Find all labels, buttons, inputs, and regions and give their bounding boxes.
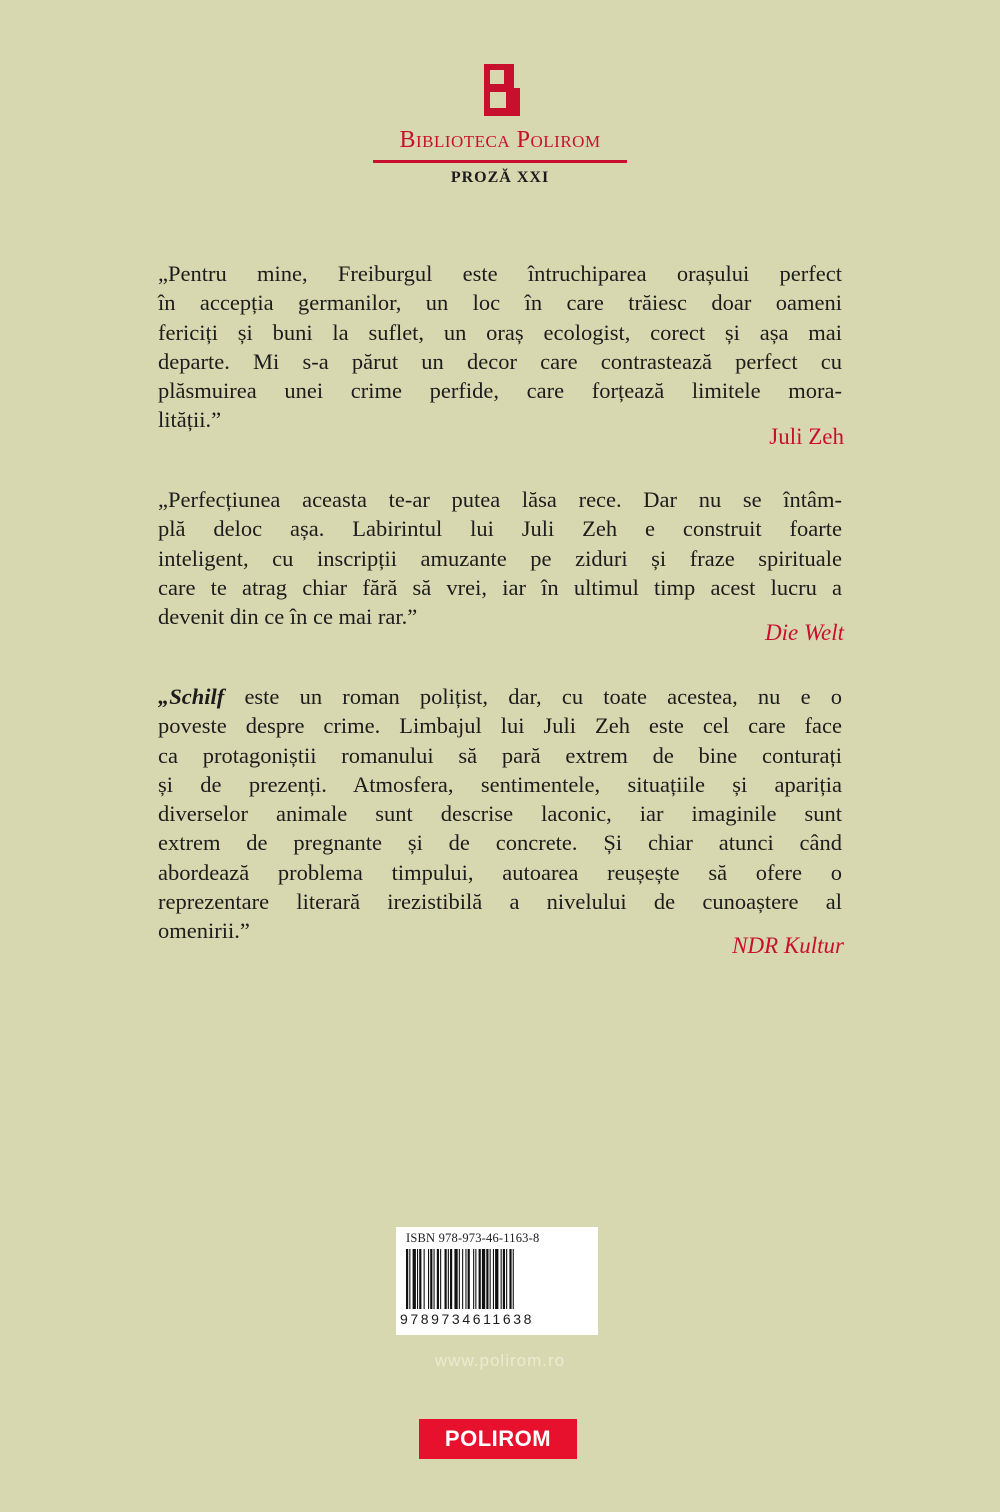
barcode-bar xyxy=(440,1249,441,1309)
barcode-bar xyxy=(437,1249,439,1309)
barcode-bar xyxy=(513,1249,514,1309)
series-header xyxy=(0,62,1000,187)
barcode-bar xyxy=(509,1249,511,1309)
barcode-bar xyxy=(495,1249,498,1309)
barcode-bar xyxy=(428,1249,429,1309)
quote-line: „Pentru mine, Freiburgul este întruchiparea orașului perfect xyxy=(158,261,842,286)
series-subtitle: PROZĂ XXI xyxy=(450,169,550,186)
quote-line xyxy=(158,682,842,711)
quote-3 xyxy=(158,682,842,946)
publisher-website: www.polirom.ro xyxy=(434,1351,566,1370)
barcode-bar xyxy=(503,1249,505,1309)
quote-2 xyxy=(158,485,842,631)
barcode-bar xyxy=(406,1249,408,1309)
quote-line: fericiți și buni la suflet, un oraș ecologist, corect și așa mai xyxy=(158,319,842,345)
barcode-bar xyxy=(479,1249,481,1309)
quote-line: lității.” xyxy=(158,407,222,433)
barcode-bar xyxy=(445,1249,447,1309)
barcode-bar xyxy=(501,1249,502,1309)
quote-2-attribution: Die Welt xyxy=(765,620,844,645)
series-name: Biblioteca Polirom xyxy=(399,127,601,153)
barcode-bar xyxy=(448,1249,449,1309)
barcode-bar xyxy=(506,1249,507,1309)
quote-line-rest: este un roman polițist, dar, cu toate acestea, nu e o xyxy=(224,684,842,709)
quote-line: extrem de pregnante și de concrete. Și chiar atunci când xyxy=(158,830,842,856)
barcode-bar xyxy=(459,1249,460,1309)
barcode-bar xyxy=(475,1249,476,1309)
series-logo-icon xyxy=(470,62,530,118)
barcode-bar xyxy=(413,1249,416,1309)
barcode-bar xyxy=(493,1249,494,1309)
publisher-logo: POLIROM xyxy=(419,1419,577,1459)
barcode-bar xyxy=(434,1249,435,1309)
quote-line: diverselor animale sunt descrise laconic, iar imaginile sunt xyxy=(158,801,842,827)
quote-line: plă deloc așa. Labirintul lui Juli Zeh e construit foarte xyxy=(158,516,842,542)
ean-digits: 9789734611638 xyxy=(400,1311,534,1327)
barcode-bar xyxy=(430,1249,432,1309)
barcode-bar xyxy=(417,1249,418,1309)
barcode-bar xyxy=(482,1249,485,1309)
barcode-bar xyxy=(465,1249,466,1309)
quote-1-attribution: Juli Zeh xyxy=(769,424,844,449)
barcode-bar xyxy=(462,1249,463,1309)
quote-3-attribution: NDR Kultur xyxy=(732,933,844,958)
barcode-bar xyxy=(419,1249,421,1309)
isbn-text: ISBN 978-973-46-1163-8 xyxy=(406,1231,540,1245)
quote-1 xyxy=(158,259,842,435)
barcode-bar xyxy=(468,1249,470,1309)
barcode-bar xyxy=(490,1249,491,1309)
quote-line: abordează problema timpului, autoarea reușește să ofere o xyxy=(158,859,842,885)
series-divider xyxy=(373,160,627,163)
quote-line: poveste despre crime. Limbajul lui Juli Zeh este cel care face xyxy=(158,713,842,739)
barcode-bar xyxy=(473,1249,474,1309)
quote-line: plăsmuirea unei crime perfide, care forțează limitele mora- xyxy=(158,378,842,404)
barcode-bar xyxy=(409,1249,410,1309)
quote-line: omenirii.” xyxy=(158,918,250,944)
barcode-bar xyxy=(454,1249,457,1309)
barcode-label xyxy=(396,1227,598,1335)
book-title: „Schilf xyxy=(158,684,225,709)
quote-line: care te atrag chiar fără să vrei, iar în ultimul timp acest lucru a xyxy=(158,574,842,600)
quote-line: inteligent, cu inscripții amuzante pe ziduri și fraze spirituale xyxy=(158,545,842,571)
barcode-bar xyxy=(450,1249,452,1309)
quote-line: în accepția germanilor, un loc în care trăiesc doar oameni xyxy=(158,290,842,316)
quote-line: ca protagoniștii romanului să pară extrem de bine conturați xyxy=(158,742,842,768)
barcode-icon xyxy=(406,1249,588,1311)
quote-line: departe. Mi s-a părut un decor care contrastează perfect cu xyxy=(158,348,842,374)
barcode-bar xyxy=(424,1249,425,1309)
barcode-bar xyxy=(486,1249,488,1309)
quote-line: devenit din ce în ce mai rar.” xyxy=(158,604,418,630)
quote-line: reprezentare literară irezistibilă a nivelului de cunoaștere al xyxy=(158,889,842,915)
quote-line: și de prezenți. Atmosfera, sentimentele, situațiile și apariția xyxy=(158,771,842,797)
quote-line: „Perfecțiunea aceasta te-ar putea lăsa rece. Dar nu se întâm- xyxy=(158,487,842,512)
